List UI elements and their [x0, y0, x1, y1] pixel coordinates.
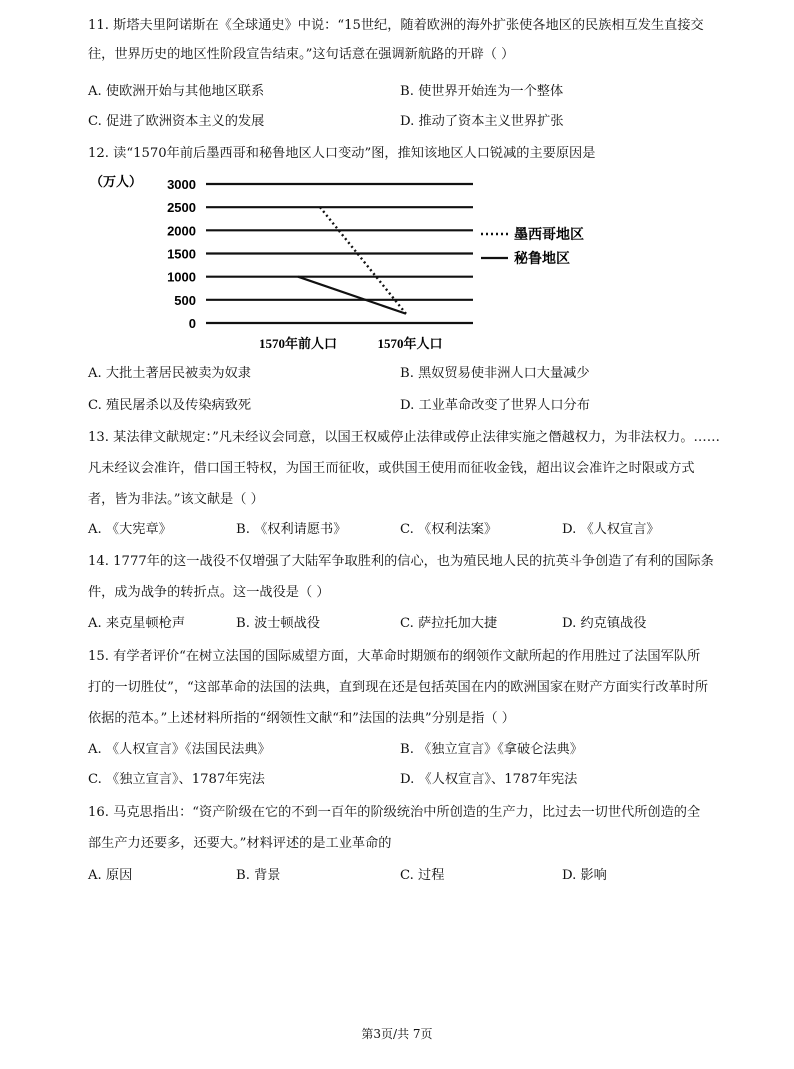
q11-option-a: A. 使欧洲开始与其他地区联系	[88, 84, 265, 99]
q13-line-3: 者，皆为非法。”该文献是（ ）	[88, 492, 264, 507]
q13-option-a: A. 《大宪章》	[88, 522, 172, 537]
q15-line-1: 15. 有学者评价“在树立法国的国际威望方面，大革命时期颁布的纲领作文献所起的作用胜过了法国军队所	[88, 649, 701, 664]
chart-series	[298, 207, 406, 314]
q13-option-b: B. 《权利请愿书》	[236, 522, 347, 537]
q16-option-c: C. 过程	[400, 868, 445, 883]
q11-line-2: 往，世界历史的地区性阶段宣告结束。”这句话意在强调新航路的开辟（ ）	[88, 47, 515, 62]
q13-line-1: 13. 某法律文献规定：”凡未经议会同意，以国王权威停止法律或停止法律实施之僭越权力，为非法权力。……	[88, 430, 720, 445]
q12-option-d: D. 工业革命改变了世界人口分布	[400, 398, 590, 413]
q16-option-b: B. 背景	[236, 868, 281, 883]
q12-option-c: C. 殖民屠杀以及传染病致死	[88, 398, 252, 413]
y-tick-label: 500	[174, 292, 196, 308]
y-tick-label: 2500	[167, 200, 196, 216]
q13-line-2: 凡未经议会准许，借口国王特权，为国王而征收，或供国王使用而征收金钱，超出议会准许之时限或方式	[88, 461, 695, 476]
y-tick-labels	[167, 177, 196, 331]
y-tick-label: 1000	[167, 269, 196, 285]
q13-option-d: D. 《人权宣言》	[562, 522, 660, 537]
q16-option-d: D. 影响	[562, 868, 607, 883]
q14-option-b: B. 波士顿战役	[236, 616, 321, 631]
y-axis-label: （万人）	[90, 174, 143, 189]
y-tick-label: 1500	[167, 246, 196, 262]
y-tick-label: 0	[188, 316, 196, 331]
y-tick-label: 2000	[167, 223, 196, 239]
q11-line-1: 11. 斯塔夫里阿诺斯在《全球通史》中说：“15世纪，随着欧洲的海外扩张使各地区的民族相互发生直接交	[88, 18, 704, 33]
q14-option-a: A. 来克星顿枪声	[88, 616, 186, 631]
q13-option-c: C. 《权利法案》	[400, 522, 498, 537]
q16-line-1: 16. 马克思指出：“资产阶级在它的不到一百年的阶级统治中所创造的生产力，比过去一切世代所创造的全	[88, 805, 701, 820]
x-tick-label: 1570年人口	[377, 336, 443, 351]
chart-legend	[481, 226, 584, 266]
series-line-peru	[298, 277, 406, 314]
y-tick-label: 3000	[167, 177, 196, 192]
q15-line-3: 依据的范本。”上述材料所指的“纲领性文献“和”法国的法典”分别是指（ ）	[88, 711, 515, 726]
q15-option-d: D. 《人权宣言》、1787年宪法	[400, 772, 578, 787]
q15-line-2: 打的一切胜仗”，“这部革命的法国的法典，直到现在还是包括英国在内的欧洲国家在财产方面实行改革时所	[88, 680, 709, 695]
page-footer: 第3页/共 7页	[361, 1027, 433, 1041]
legend-label: 墨西哥地区	[514, 226, 584, 242]
legend-label: 秘鲁地区	[514, 250, 570, 266]
q12-line-1: 12. 读“1570年前后墨西哥和秘鲁地区人口变动”图，推知该地区人口锐减的主要原因是	[88, 146, 596, 161]
chart-grid	[206, 184, 473, 323]
q15-option-b: B. 《独立宣言》《拿破仑法典》	[400, 742, 583, 757]
q11-option-b: B. 使世界开始连为一个整体	[400, 84, 564, 99]
q14-option-c: C. 萨拉托加大捷	[400, 616, 498, 631]
x-tick-label: 1570年前人口	[258, 336, 338, 351]
series-line-mexico	[320, 207, 406, 314]
q11-option-d: D. 推动了资本主义世界扩张	[400, 114, 564, 129]
q12-option-b: B. 黑奴贸易使非洲人口大量减少	[400, 366, 590, 381]
x-tick-labels	[259, 336, 443, 351]
population-chart	[88, 168, 608, 358]
q14-option-d: D. 约克镇战役	[562, 616, 647, 631]
q11-option-c: C. 促进了欧洲资本主义的发展	[88, 114, 265, 129]
q12-option-a: A. 大批土著居民被卖为奴隶	[88, 366, 251, 381]
q14-line-2: 件，成为战争的转折点。这一战役是（ ）	[88, 585, 330, 600]
q14-line-1: 14. 1777年的这一战役不仅增强了大陆军争取胜利的信心，也为殖民地人民的抗英斗争创造了有利的国际条	[88, 554, 714, 569]
q16-option-a: A. 原因	[88, 868, 133, 883]
q15-option-c: C. 《独立宣言》、1787年宪法	[88, 772, 265, 787]
q16-line-2: 部生产力还要多，还要大。”材料评述的是工业革命的	[88, 836, 392, 851]
q15-option-a: A. 《人权宣言》《法国民法典》	[88, 742, 271, 757]
